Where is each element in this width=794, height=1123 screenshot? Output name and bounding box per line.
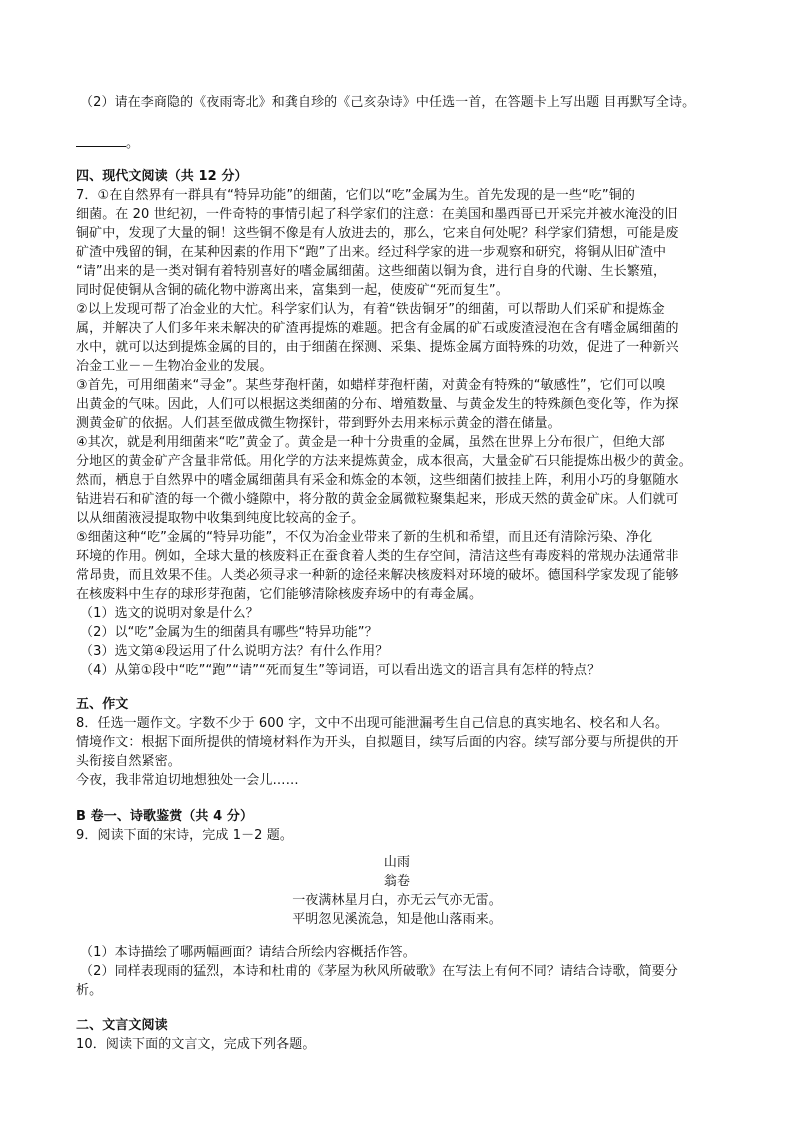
answer-blank-line: [76, 134, 139, 153]
passage-line: 矿渣中残留的铜，在某种因素的作用下“跑”了出来。经过科学家的进一步观察和研究，将铜从旧矿渣中: [76, 245, 667, 260]
passage-line: 出黄金的气味。因此，人们可以根据这类细菌的分布、增殖数量、与黄金发生的特殊颜色变化等，作为探: [76, 397, 679, 412]
sub-question: （2）同样表现雨的猛烈，本诗和杜甫的《茅屋为秋风所破歌》在写法上有何不同？请结合诗歌，简要分: [80, 964, 678, 979]
passage-line: 以从细菌液浸提取物中收集到纯度比较高的金子。: [76, 511, 365, 526]
passage-line: 7．①在自然界有一群具有“特异功能”的细菌，它们以“吃”金属为生。首先发现的是一些“吃”铜的: [76, 188, 635, 203]
passage-line: 同时促使铜从含铜的硫化物中游离出来，富集到一起，使废矿“死而复生”。: [76, 283, 509, 298]
question-2-prompt: （2）请在李商隐的《夜雨寄北》和龚自珍的《己亥杂诗》中任选一首，在答题卡上写出题 目再默写全诗。: [80, 95, 696, 110]
sub-question: （1）本诗描绘了哪两幅画面？请结合所绘内容概括作答。: [80, 945, 416, 960]
essay-line: 头衔接自然紧密。: [76, 754, 181, 769]
passage-line: 分地区的黄金矿产含量非常低。用化学的方法来提炼黄金，成本很高，大量金矿石只能提炼出极少的黄金。: [76, 454, 692, 469]
passage-line: 属，并解决了人们多年来未解决的矿渣再提炼的难题。把含有金属的矿石或废渣浸泡在含有嗜金属细菌的: [76, 321, 679, 336]
passage-line: ④其次，就是利用细菌来“吃”黄金了。黄金是一种十分贵重的金属，虽然在世界上分布很广，但绝大部: [76, 435, 665, 450]
poem-author: 翁卷: [383, 874, 411, 889]
question-9-intro: 9．阅读下面的宋诗，完成 1－2 题。: [76, 828, 293, 843]
passage-line: 铜矿中，发现了大量的铜！这些铜不像是有人放进去的，那么，它来自何处呢？科学家们猜想，可能是废: [76, 226, 679, 241]
sub-question: （1）选文的说明对象是什么？: [80, 606, 259, 621]
poem-line: 一夜满林星月白，亦无云气亦无雷。: [292, 893, 502, 908]
sub-question: （2）以“吃”金属为生的细菌具有哪些“特异功能”？: [80, 625, 378, 640]
sub-question-continued: 析。: [76, 983, 103, 998]
passage-line: ③首先，可用细菌来“寻金”。某些芽孢杆菌，如蜡样芽孢杆菌，对黄金有特殊的“敏感性”，它们可以嗅: [76, 378, 666, 393]
sub-question: （3）选文第④段运用了什么说明方法？有什么作用？: [80, 644, 389, 659]
passage-line: 环境的作用。例如，全球大量的核废料正在蚕食着人类的生存空间，清洁这些有毒废料的常规办法通常非: [76, 549, 679, 564]
passage-line: 钻进岩石和矿渣的每一个微小缝隙中，将分散的黄金金属微粒聚集起来，形成天然的黄金矿床。人们就可: [76, 492, 679, 507]
passage-line: “请”出来的是一类对铜有着特别喜好的嗜金属细菌。这些细菌以铜为食，进行自身的代谢、生长繁殖，: [76, 264, 667, 279]
passage-line: 然而，栖息于自然界中的嗜金属细菌具有采金和炼金的本领，这些细菌们披挂上阵，利用小巧的身躯随水: [76, 473, 679, 488]
passage-line: 常昂贵，而且效果不佳。人类必须寻求一种新的途径来解决核废料对环境的破坏。德国科学家发现了能够: [76, 568, 679, 583]
poem-title: 山雨: [383, 855, 411, 870]
passage-line: ②以上发现可帮了冶金业的大忙。科学家们认为，有着“铁齿铜牙”的细菌，可以帮助人们采矿和提炼金: [76, 302, 665, 317]
blank-period: 。: [126, 136, 140, 151]
passage-line: ⑤细菌这种“吃”金属的“特异功能”，不仅为冶金业带来了新的生机和希望，而且还有清除污染、净化: [76, 530, 653, 545]
passage-line: 细菌。在 20 世纪初，一件奇特的事情引起了科学家们的注意：在美国和墨西哥已开采完并被水淹没的旧: [76, 207, 678, 222]
answer-blank: [76, 134, 126, 147]
section-4-heading: 四、现代文阅读（共 12 分）: [76, 169, 248, 184]
section-5-heading: 五、作文: [76, 697, 129, 712]
essay-line: 情境作文：根据下面所提供的情境材料作为开头，自拟题目，续写后面的内容。续写部分要与所提供的开: [76, 735, 679, 750]
sub-question: （4）从第①段中“吃”“跑”“请”“死而复生”等词语，可以看出选文的语言具有怎样的特点？: [80, 663, 601, 678]
section-b2-heading: 二、文言文阅读: [76, 1018, 168, 1033]
question-10-intro: 10．阅读下面的文言文，完成下列各题。: [76, 1037, 316, 1052]
passage-line: 测黄金矿的依据。人们甚至做成微生物探针，带到野外去用来标示黄金的潜在储量。: [76, 416, 561, 431]
passage-line: 冶金工业－－生物冶金业的发展。: [76, 359, 273, 374]
passage-line: 水中，就可以达到提炼金属的目的，由于细菌在探测、采集、提炼金属方面特殊的功效，促进了一种新兴: [76, 340, 679, 355]
poem-line: 平明忽见溪流急，知是他山落雨来。: [292, 912, 502, 927]
passage-line: 在核废料中生存的球形芽孢菌，它们能够清除核废弃场中的有毒金属。: [76, 587, 483, 602]
essay-line: 今夜，我非常迫切地想独处一会儿……: [76, 773, 299, 788]
essay-line: 8．任选一题作文。字数不少于 600 字，文中不出现可能泄漏考生自己信息的真实地名、校名和人名。: [76, 716, 669, 731]
section-b-heading: B 卷一、诗歌鉴赏（共 4 分）: [76, 809, 254, 824]
